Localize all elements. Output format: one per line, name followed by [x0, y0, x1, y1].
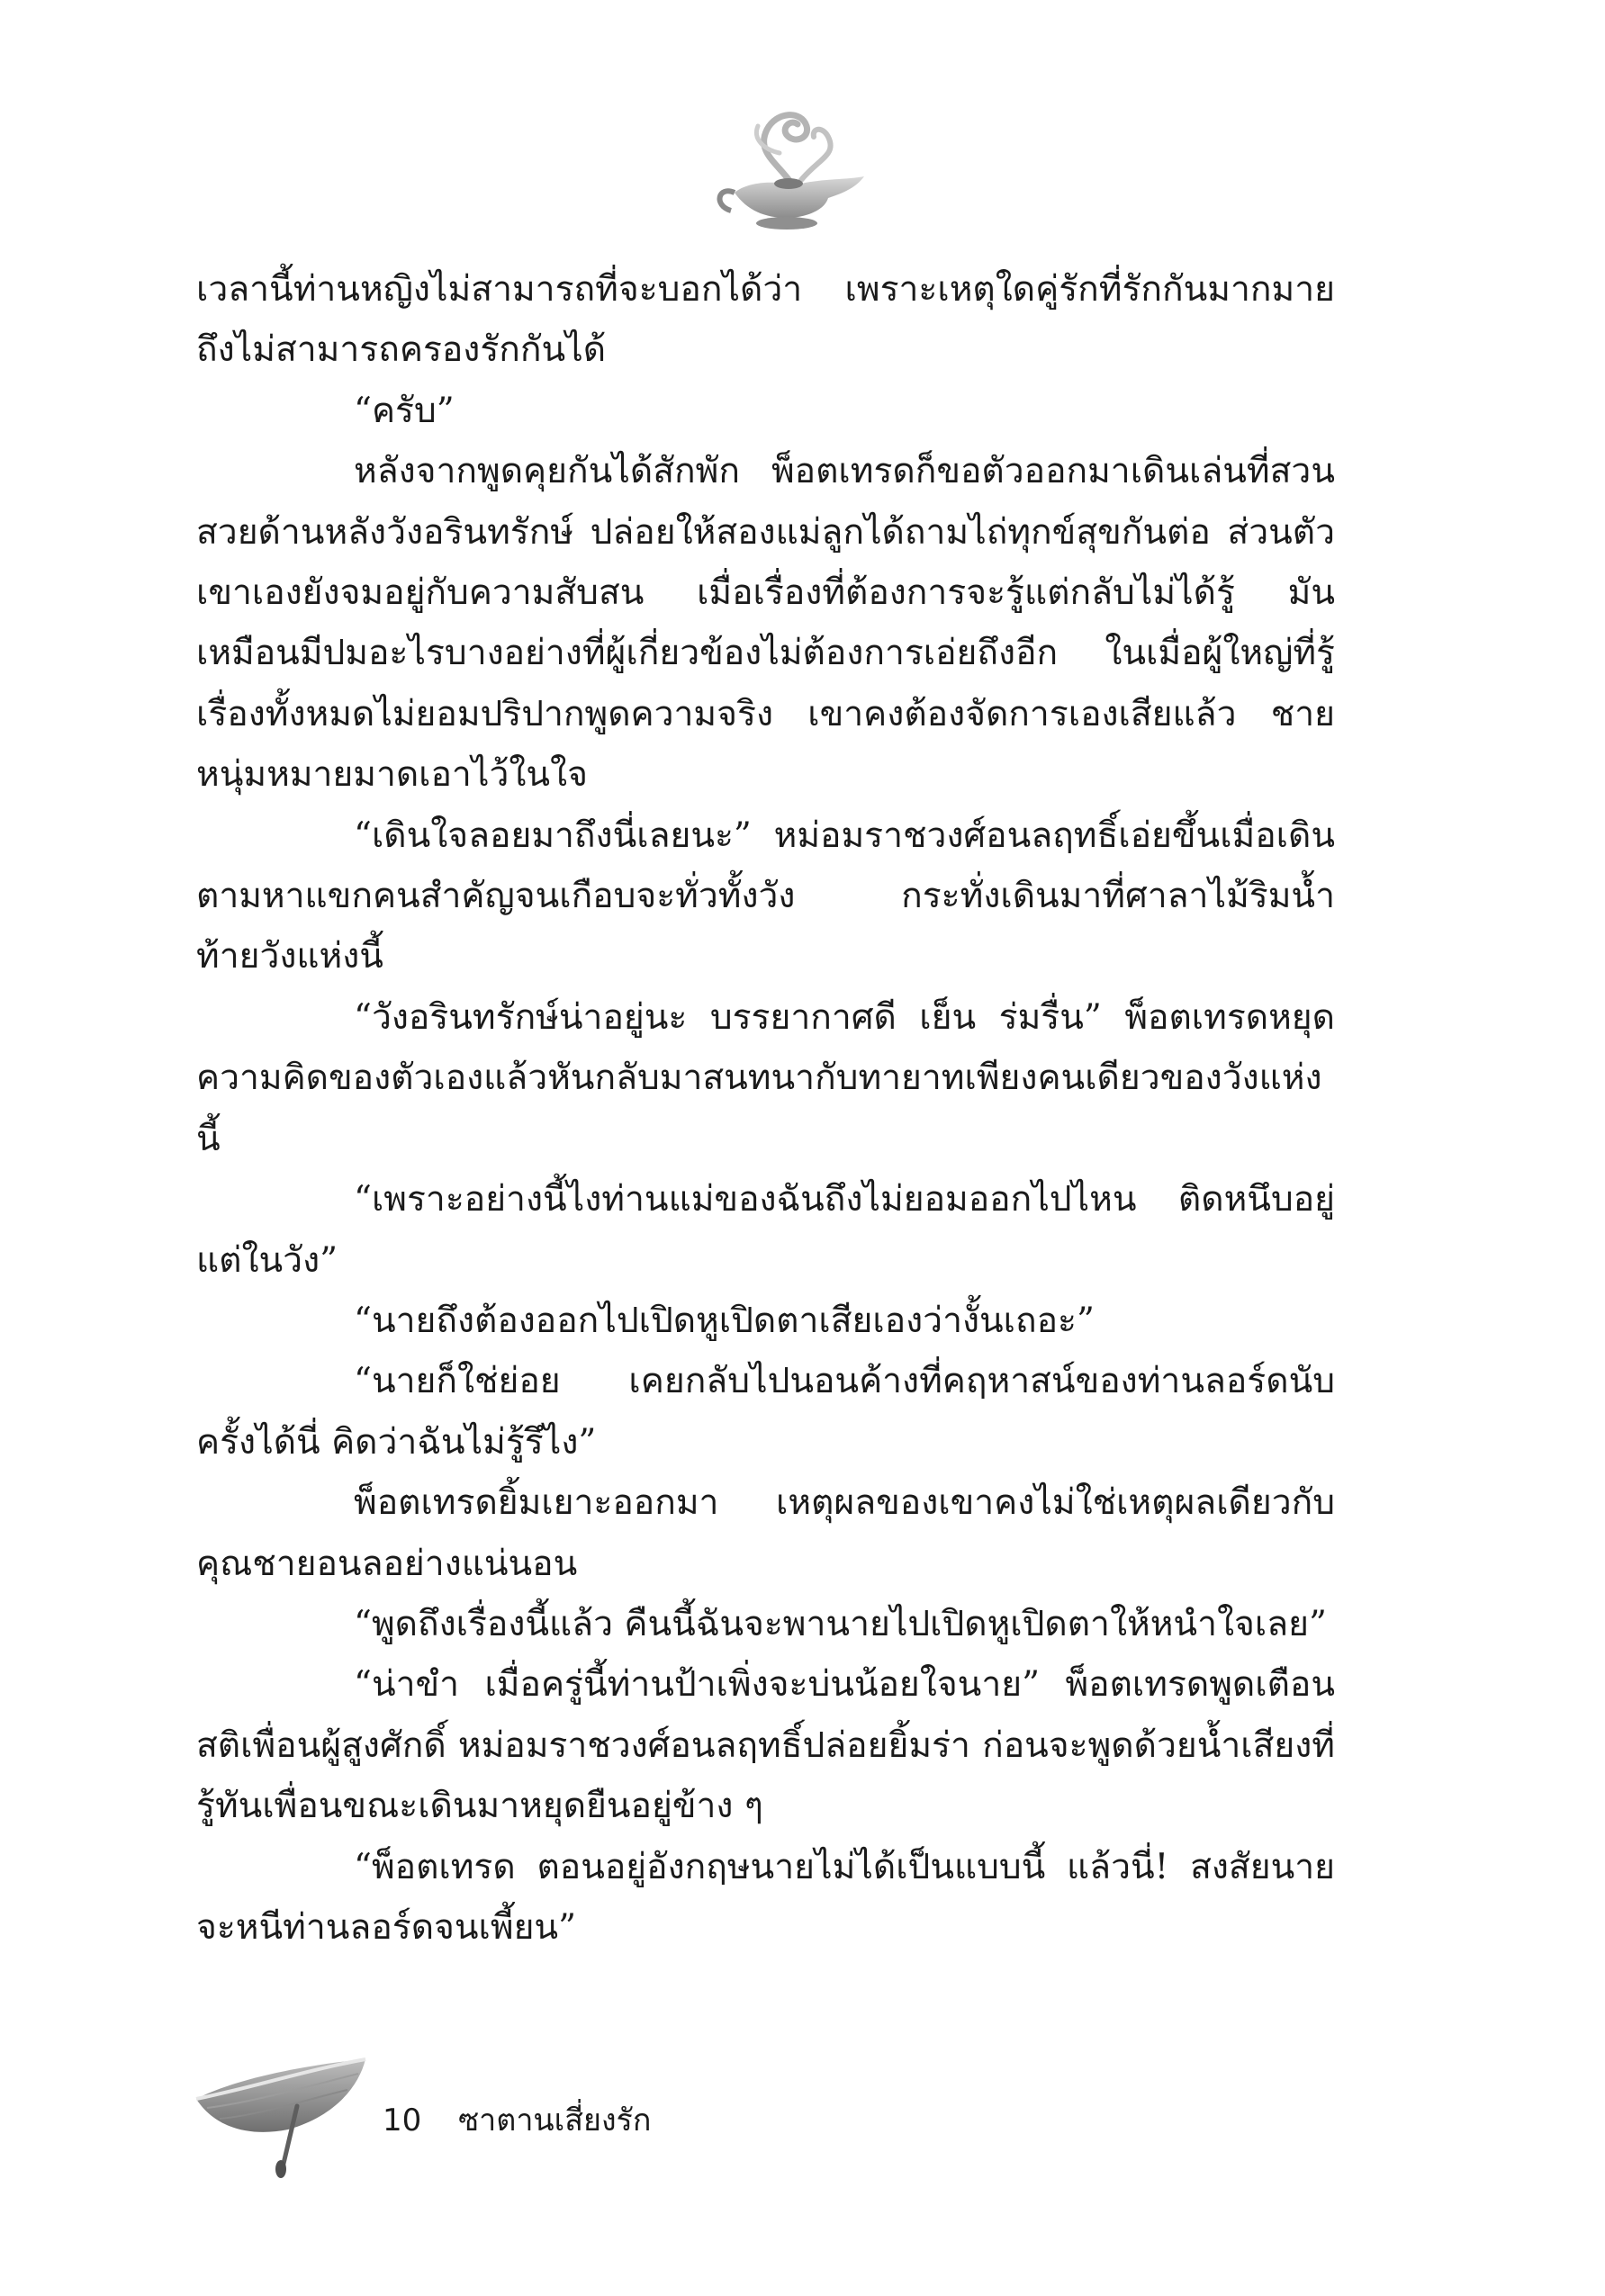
paragraph: “เดินใจลอยมาถึงนี่เลยนะ” หม่อมราชวงศ์อนลฤทธิ์เอ่ยขึ้นเมื่อเดินตามหาแขกคนสำคัญจนเกือบจะทั่วทั้งวัง กระทั่งเดินมาที่ศาลาไม้ริมน้ำท้ายวังแห่งนี้ [196, 815, 1335, 977]
chapter-body-text [196, 259, 1335, 1958]
paragraph: “วังอรินทรักษ์น่าอยู่นะ บรรยากาศดี เย็น ร่มรื่น” พ็อตเทรดหยุดความคิดของตัวเองแล้วหันกลับมาสนทนากับทายาทเพียงคนเดียวของวังแห่งนี้ [196, 996, 1335, 1159]
paragraph: “เพราะอย่างนี้ไงท่านแม่ของฉันถึงไม่ยอมออกไปไหน ติดหนึบอยู่แต่ในวัง” [196, 1179, 1335, 1281]
paragraph: “ครับ” [354, 390, 455, 431]
genie-lamp-icon [693, 99, 891, 234]
paragraph: หลังจากพูดคุยกันได้สักพัก พ็อตเทรดก็ขอตัวออกมาเดินเล่นที่สวนสวยด้านหลังวังอรินทรักษ์ ปล่อยให้สองแม่ลูกได้ถามไถ่ทุกข์สุขกันต่อ ส่วนตัวเขาเองยังจมอยู่กับความสับสน เมื่อเรื่องที่ต้องการจะรู้แต่กลับไม่ได้รู้ มันเหมือนมีปมอะไรบางอย่างที่ผู้เกี่ยวข้องไม่ต้องการเอ่ยถึงอีก ในเมื่อผู้ใหญ่ที่รู้เรื่องทั้งหมดไม่ยอมปริปากพูดความจริง เขาคงต้องจัดการเองเสียแล้ว ชายหนุ่มหมายมาดเอาไว้ในใจ [196, 451, 1335, 796]
rowboat-icon [189, 2043, 369, 2178]
paragraph: พ็อตเทรดยิ้มเยาะออกมา เหตุผลของเขาคงไม่ใช่เหตุผลเดียวกับคุณชายอนลอย่างแน่นอน [196, 1482, 1335, 1584]
page-footer [189, 2043, 819, 2178]
paragraph: เวลานี้ท่านหญิงไม่สามารถที่จะบอกได้ว่า เพราะเหตุใดคู่รักที่รักกันมากมาย ถึงไม่สามารถครองรักกันได้ [196, 269, 1335, 371]
paragraph: “พูดถึงเรื่องนี้แล้ว คืนนี้ฉันจะพานายไปเปิดหูเปิดตาให้หนำใจเลย” [354, 1603, 1327, 1644]
paragraph: “นายถึงต้องออกไปเปิดหูเปิดตาเสียเองว่างั้นเถอะ” [354, 1300, 1095, 1341]
paragraph: “พ็อตเทรด ตอนอยู่อังกฤษนายไม่ได้เป็นแบบนี้ แล้วนี่! สงสัยนายจะหนีท่านลอร์ดจนเพี้ยน” [196, 1846, 1335, 1948]
footer-caption [383, 2095, 651, 2144]
book-title: ซาตานเสี่ยงรัก [458, 2102, 652, 2138]
page-number: 10 [383, 2102, 422, 2138]
paragraph: “น่าขำ เมื่อครู่นี้ท่านป้าเพิ่งจะบ่นน้อยใจนาย” พ็อตเทรดพูดเตือนสติเพื่อนผู้สูงศักดิ์ หม่อมราชวงศ์อนลฤทธิ์ปล่อยยิ้มร่า ก่อนจะพูดด้วยน้ำเสียงที่รู้ทันเพื่อนขณะเดินมาหยุดยืนอยู่ข้าง ๆ [196, 1664, 1335, 1827]
paragraph: “นายก็ใช่ย่อย เคยกลับไปนอนค้างที่คฤหาสน์ของท่านลอร์ดนับครั้งได้นี่ คิดว่าฉันไม่รู้รึไง” [196, 1361, 1335, 1463]
